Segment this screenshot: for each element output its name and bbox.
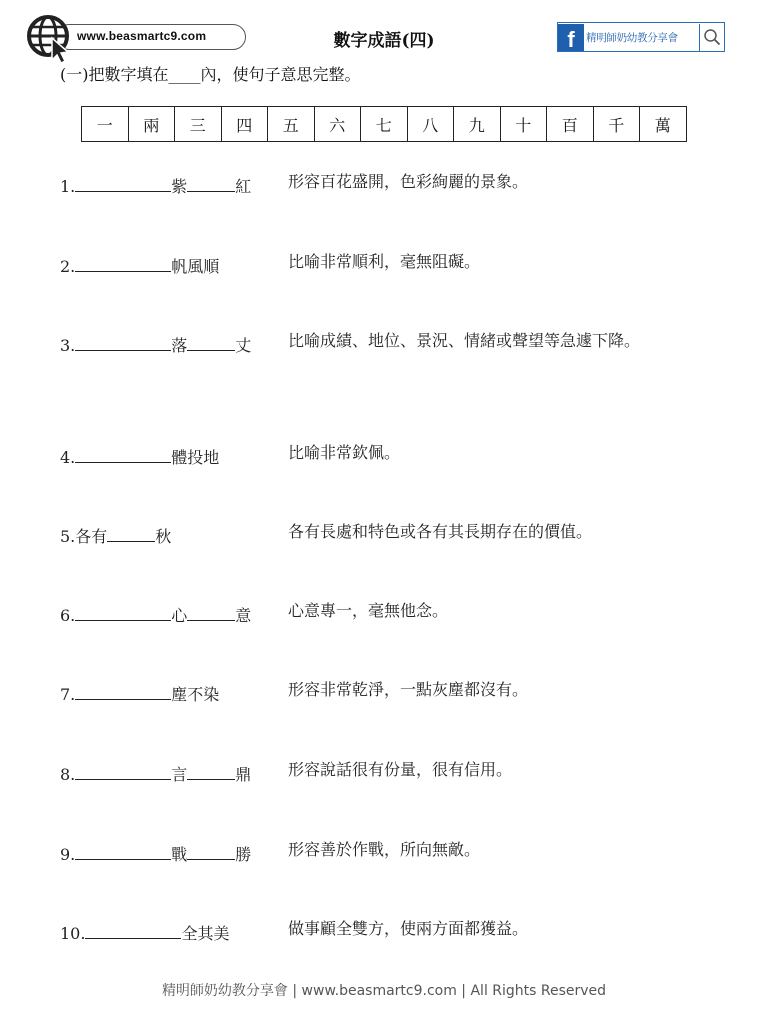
page-title: 數字成語(四) <box>333 31 435 51</box>
number-choice-cell: 六 <box>314 107 361 142</box>
footer-copyright: 精明師奶幼教分享會 | www.beasmartc9.com | All Rights Reserved <box>161 983 607 999</box>
answer-blank[interactable] <box>75 336 123 351</box>
number-choice-cell: 兩 <box>128 107 175 142</box>
idiom-character: 意 <box>235 606 252 625</box>
question-number: 7. <box>60 685 76 704</box>
question-number: 10. <box>60 924 86 943</box>
number-choice-cell: 九 <box>454 107 501 142</box>
idiom-character: 鼎 <box>235 765 252 784</box>
idiom-meaning: 做事顧全雙方，使兩方面都獲益。 <box>288 919 529 938</box>
question-number: 8. <box>60 765 76 784</box>
facebook-icon: f <box>558 24 584 51</box>
answer-blank[interactable] <box>75 845 123 860</box>
idiom-meaning: 形容善於作戰，所向無敵。 <box>288 840 481 859</box>
answer-blank[interactable] <box>187 177 235 192</box>
answer-blank[interactable] <box>123 448 171 463</box>
idiom-character: 心 <box>171 606 188 625</box>
idiom-meaning: 形容非常乾淨，一點灰塵都沒有。 <box>288 680 529 699</box>
idiom-with-blanks <box>60 524 171 547</box>
idiom-character: 丈 <box>235 336 252 355</box>
facebook-group-badge <box>557 22 725 52</box>
answer-blank[interactable] <box>123 336 171 351</box>
idiom-meaning: 形容百花盛開，色彩絢麗的景象。 <box>288 172 529 191</box>
idiom-character: 紫 <box>171 177 188 196</box>
answer-blank[interactable] <box>123 606 171 621</box>
question-number: 4. <box>60 448 76 467</box>
number-choice-cell: 十 <box>500 107 547 142</box>
idiom-character: 戰 <box>171 845 188 864</box>
idiom-character: 勝 <box>235 845 252 864</box>
idiom-with-blanks <box>60 254 219 277</box>
idiom-with-blanks <box>60 174 251 197</box>
answer-blank[interactable] <box>133 924 181 939</box>
instruction-text: (一)把數字填在____內，使句子意思完整。 <box>60 65 361 84</box>
idiom-character: 帆風順 <box>171 257 220 276</box>
idiom-with-blanks <box>60 682 219 705</box>
answer-blank[interactable] <box>187 606 235 621</box>
answer-blank[interactable] <box>187 765 235 780</box>
answer-blank[interactable] <box>123 765 171 780</box>
idiom-character: 秋 <box>155 527 172 546</box>
idiom-meaning: 比喻非常順利，毫無阻礙。 <box>288 252 481 271</box>
idiom-meaning: 比喻非常欽佩。 <box>288 443 401 462</box>
answer-blank[interactable] <box>75 257 123 272</box>
answer-blank[interactable] <box>187 845 235 860</box>
answer-blank[interactable] <box>75 448 123 463</box>
idiom-character: 落 <box>171 336 188 355</box>
answer-blank[interactable] <box>75 606 123 621</box>
question-number: 2. <box>60 257 76 276</box>
idiom-character: 塵不染 <box>171 685 220 704</box>
number-choices-table <box>81 106 687 142</box>
number-choice-cell: 七 <box>361 107 408 142</box>
answer-blank[interactable] <box>75 765 123 780</box>
answer-blank[interactable] <box>123 257 171 272</box>
search-icon <box>699 24 724 51</box>
idiom-meaning: 比喻成績、地位、景況、情緒或聲望等急遽下降。 <box>288 331 641 350</box>
idiom-meaning: 心意專一，毫無他念。 <box>288 601 449 620</box>
number-choice-cell: 一 <box>82 107 129 142</box>
answer-blank[interactable] <box>187 336 235 351</box>
facebook-group-label: 精明師奶幼教分享會 <box>586 31 678 44</box>
idiom-character: 各有 <box>75 527 108 546</box>
question-number: 5. <box>60 527 76 546</box>
answer-blank[interactable] <box>107 527 155 542</box>
answer-blank[interactable] <box>75 177 123 192</box>
number-choice-cell: 五 <box>268 107 315 142</box>
idiom-character: 紅 <box>235 177 252 196</box>
answer-blank[interactable] <box>123 177 171 192</box>
number-choice-cell: 百 <box>547 107 594 142</box>
idiom-with-blanks <box>60 842 251 865</box>
idiom-character: 全其美 <box>181 924 230 943</box>
idiom-with-blanks <box>60 921 229 944</box>
idiom-meaning: 形容說話很有份量，很有信用。 <box>288 760 513 779</box>
idiom-character: 體投地 <box>171 448 220 467</box>
idiom-with-blanks <box>60 603 251 626</box>
answer-blank[interactable] <box>85 924 133 939</box>
question-number: 1. <box>60 177 76 196</box>
site-url: www.beasmartc9.com <box>77 29 207 43</box>
answer-blank[interactable] <box>123 685 171 700</box>
idiom-meaning: 各有長處和特色或各有其長期存在的價值。 <box>288 522 593 541</box>
number-choice-cell: 千 <box>593 107 640 142</box>
number-choice-cell: 萬 <box>640 107 687 142</box>
idiom-with-blanks <box>60 762 251 785</box>
answer-blank[interactable] <box>75 685 123 700</box>
number-choice-cell: 四 <box>221 107 268 142</box>
question-number: 6. <box>60 606 76 625</box>
number-choice-cell: 八 <box>407 107 454 142</box>
question-number: 9. <box>60 845 76 864</box>
question-number: 3. <box>60 336 76 355</box>
number-choice-cell: 三 <box>175 107 222 142</box>
idiom-with-blanks <box>60 333 251 356</box>
idiom-character: 言 <box>171 765 188 784</box>
idiom-with-blanks <box>60 445 219 468</box>
answer-blank[interactable] <box>123 845 171 860</box>
